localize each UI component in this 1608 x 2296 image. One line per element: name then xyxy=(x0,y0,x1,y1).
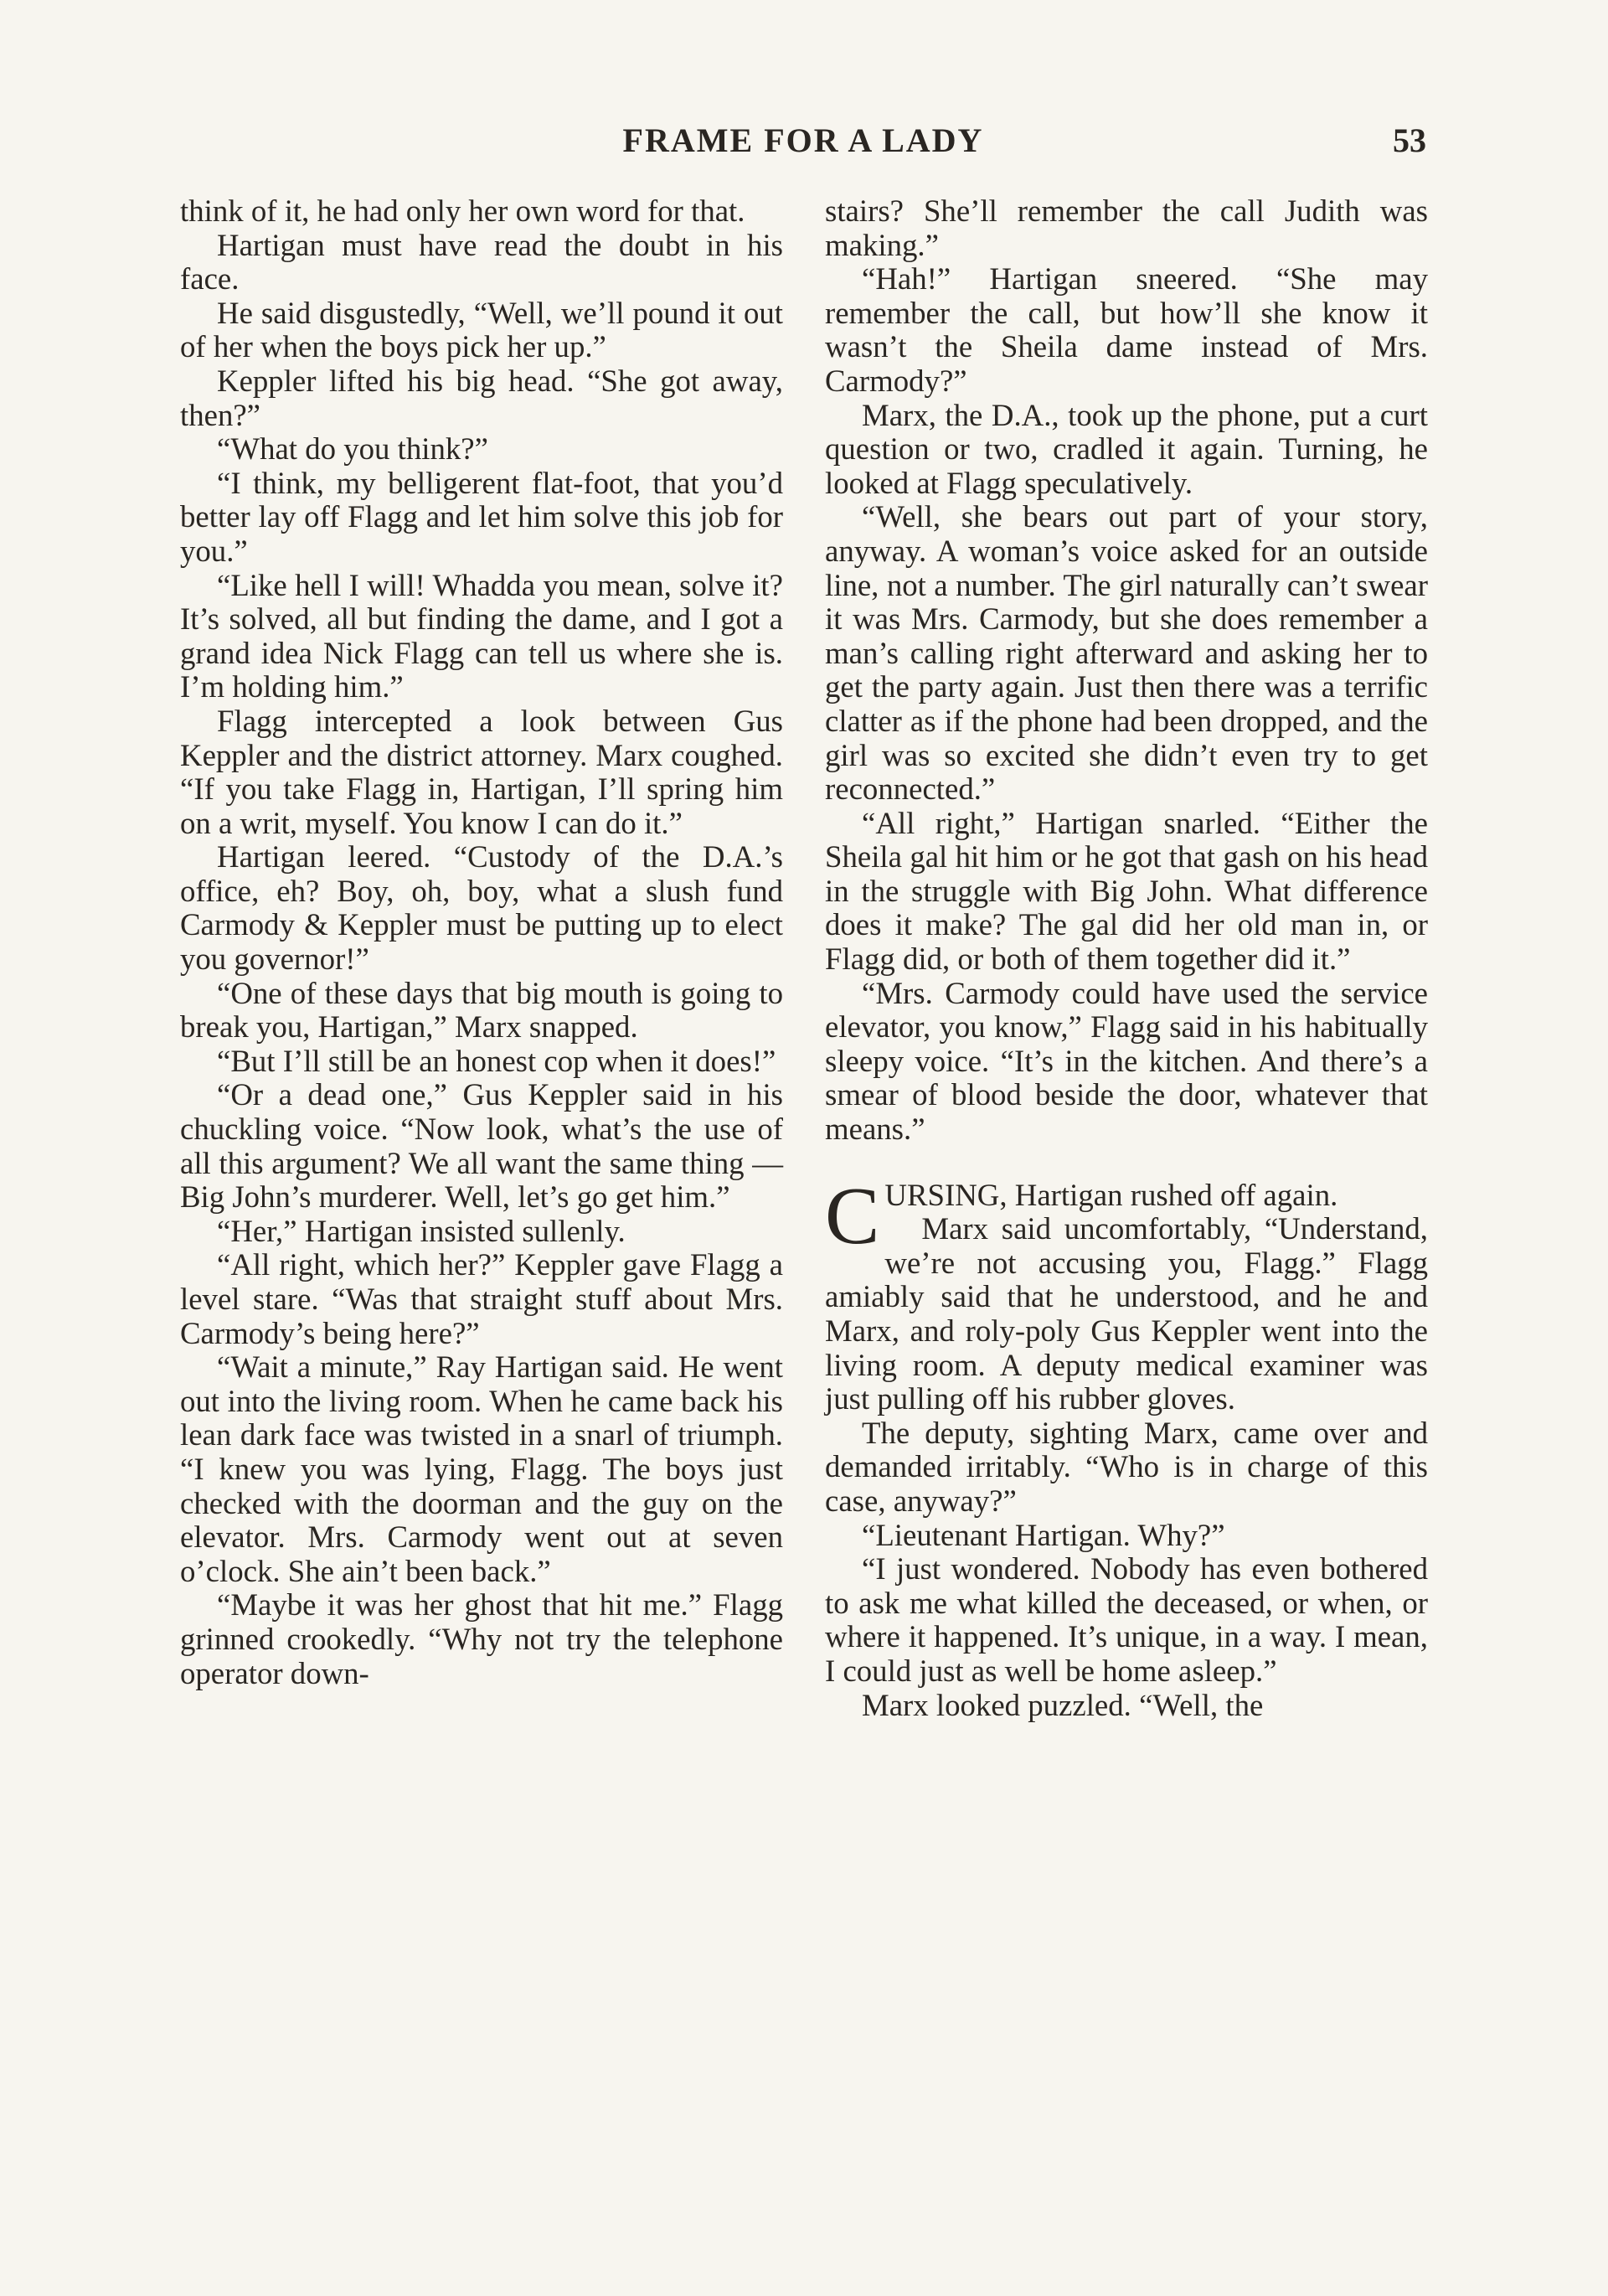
page-number: 53 xyxy=(1393,121,1426,159)
paragraph: “Well, she bears out part of your story, anyway. A woman’s voice asked for an outside line, not a number. The girl naturally can’t swear it was Mrs. Carmody, but she does remember a man’s calling right afterward and asking her to get the party again. Just then there was a terrific clatter as if the phone had been dropped, and the girl was so excited she didn’t even try to get reconnected.” xyxy=(825,499,1428,807)
paragraph: Marx, the D.A., took up the phone, put a curt question or two, cradled it again. Turning, he looked at Flagg speculatively. xyxy=(825,397,1428,500)
paragraph: “All right, which her?” Keppler gave Flagg a level stare. “Was that straight stuff about Mrs. Carmody’s being here?” xyxy=(180,1247,783,1350)
right-column xyxy=(825,194,1428,1722)
paragraph: “I just wondered. Nobody has even bothered to ask me what killed the deceased, or when, or where it happened. It’s unique, in a way. I mean, I could just as well be home asleep.” xyxy=(825,1551,1428,1688)
paragraph: “All right,” Hartigan snarled. “Either the Sheila gal hit him or he got that gash on his head in the struggle with Big John. What difference does it make? The gal did her old man in, or Flagg did, or both of them together did it.” xyxy=(825,805,1428,977)
paragraph: “Maybe it was her ghost that hit me.” Flagg grinned crookedly. “Why not try the telephone operator down- xyxy=(180,1587,783,1690)
running-title: FRAME FOR A LADY xyxy=(622,121,984,159)
paragraph: “But I’ll still be an honest cop when it does!” xyxy=(217,1043,776,1078)
paragraph: Marx looked puzzled. “Well, the xyxy=(862,1687,1264,1722)
paragraph: think of it, he had only her own word for that. xyxy=(180,193,745,228)
paragraph: Keppler lifted his big head. “She got away, then?” xyxy=(180,363,783,432)
paragraph: “One of these days that big mouth is going to break you, Hartigan,” Marx snapped. xyxy=(180,975,783,1045)
section-opening-paragraph xyxy=(825,1170,1428,1262)
paragraph: Hartigan must have read the doubt in his face. xyxy=(180,227,783,297)
paragraph: The deputy, sighting Marx, came over and demanded irritably. “Who is in charge of this case, anyway?” xyxy=(825,1415,1428,1518)
drop-cap: C xyxy=(825,1170,880,1262)
paragraph: “Her,” Hartigan insisted sullenly. xyxy=(217,1213,626,1248)
paragraph: “Lieutenant Hartigan. Why?” xyxy=(862,1517,1225,1552)
paragraph: Flagg intercepted a look between Gus Keppler and the district attorney. Marx coughed. “If you take Flagg in, Hartigan, I’ll spring him on a writ, myself. You know I can do it.” xyxy=(180,703,783,840)
paragraph: “Like hell I will! Whadda you mean, solve it? It’s solved, all but finding the dame, and I got a grand idea Nick Flagg can tell us where she is. I’m holding him.” xyxy=(180,567,783,704)
paragraph: stairs? She’ll remember the call Judith was making.” xyxy=(825,193,1428,262)
paragraph: “Wait a minute,” Ray Hartigan said. He went out into the living room. When he came back his lean dark face was twisted in a snarl of triumph. “I knew you was lying, Flagg. The boys just checked with the doorman and the guy on the elevator. Mrs. Carmody went out at seven o’clock. She ain’t been back.” xyxy=(180,1349,783,1588)
paragraph: “What do you think?” xyxy=(217,431,488,467)
drop-cap-paragraph-text: URSING, Hartigan rushed off again. xyxy=(884,1177,1338,1212)
paragraph: “Or a dead one,” Gus Keppler said in his chuckling voice. “Now look, what’s the use of all this argument? We all want the same thing —Big John’s murderer. Well, let’s go get him.” xyxy=(180,1077,783,1215)
paragraph: “I think, my belligerent flat-foot, that you’d better lay off Flagg and let him solve this job for you.” xyxy=(180,465,783,568)
left-column xyxy=(180,194,783,1690)
paragraph: “Mrs. Carmody could have used the service elevator, you know,” Flagg said in his habitually sleepy voice. “It’s in the kitchen. And there’s a smear of blood beside the door, whatever that means.” xyxy=(825,975,1428,1147)
paragraph: He said disgustedly, “Well, we’ll pound it out of her when the boys pick her up.” xyxy=(180,295,783,364)
paragraph: Marx said uncomfortably, “Understand, we’re not accusing you, Flagg.” Flagg amiably said that he understood, and he and Marx, and roly-poly Gus Keppler went into the living room. A deputy medical examiner was just pulling off his rubber gloves. xyxy=(825,1211,1428,1416)
page-header xyxy=(180,116,1426,166)
paragraph: Hartigan leered. “Custody of the D.A.’s office, eh? Boy, oh, boy, what a slush fund Carmody & Keppler must be putting up to elect you governor!” xyxy=(180,839,783,977)
paragraph: “Hah!” Hartigan sneered. “She may remember the call, but how’ll she know it wasn’t the Sheila dame instead of Mrs. Carmody?” xyxy=(825,261,1428,398)
